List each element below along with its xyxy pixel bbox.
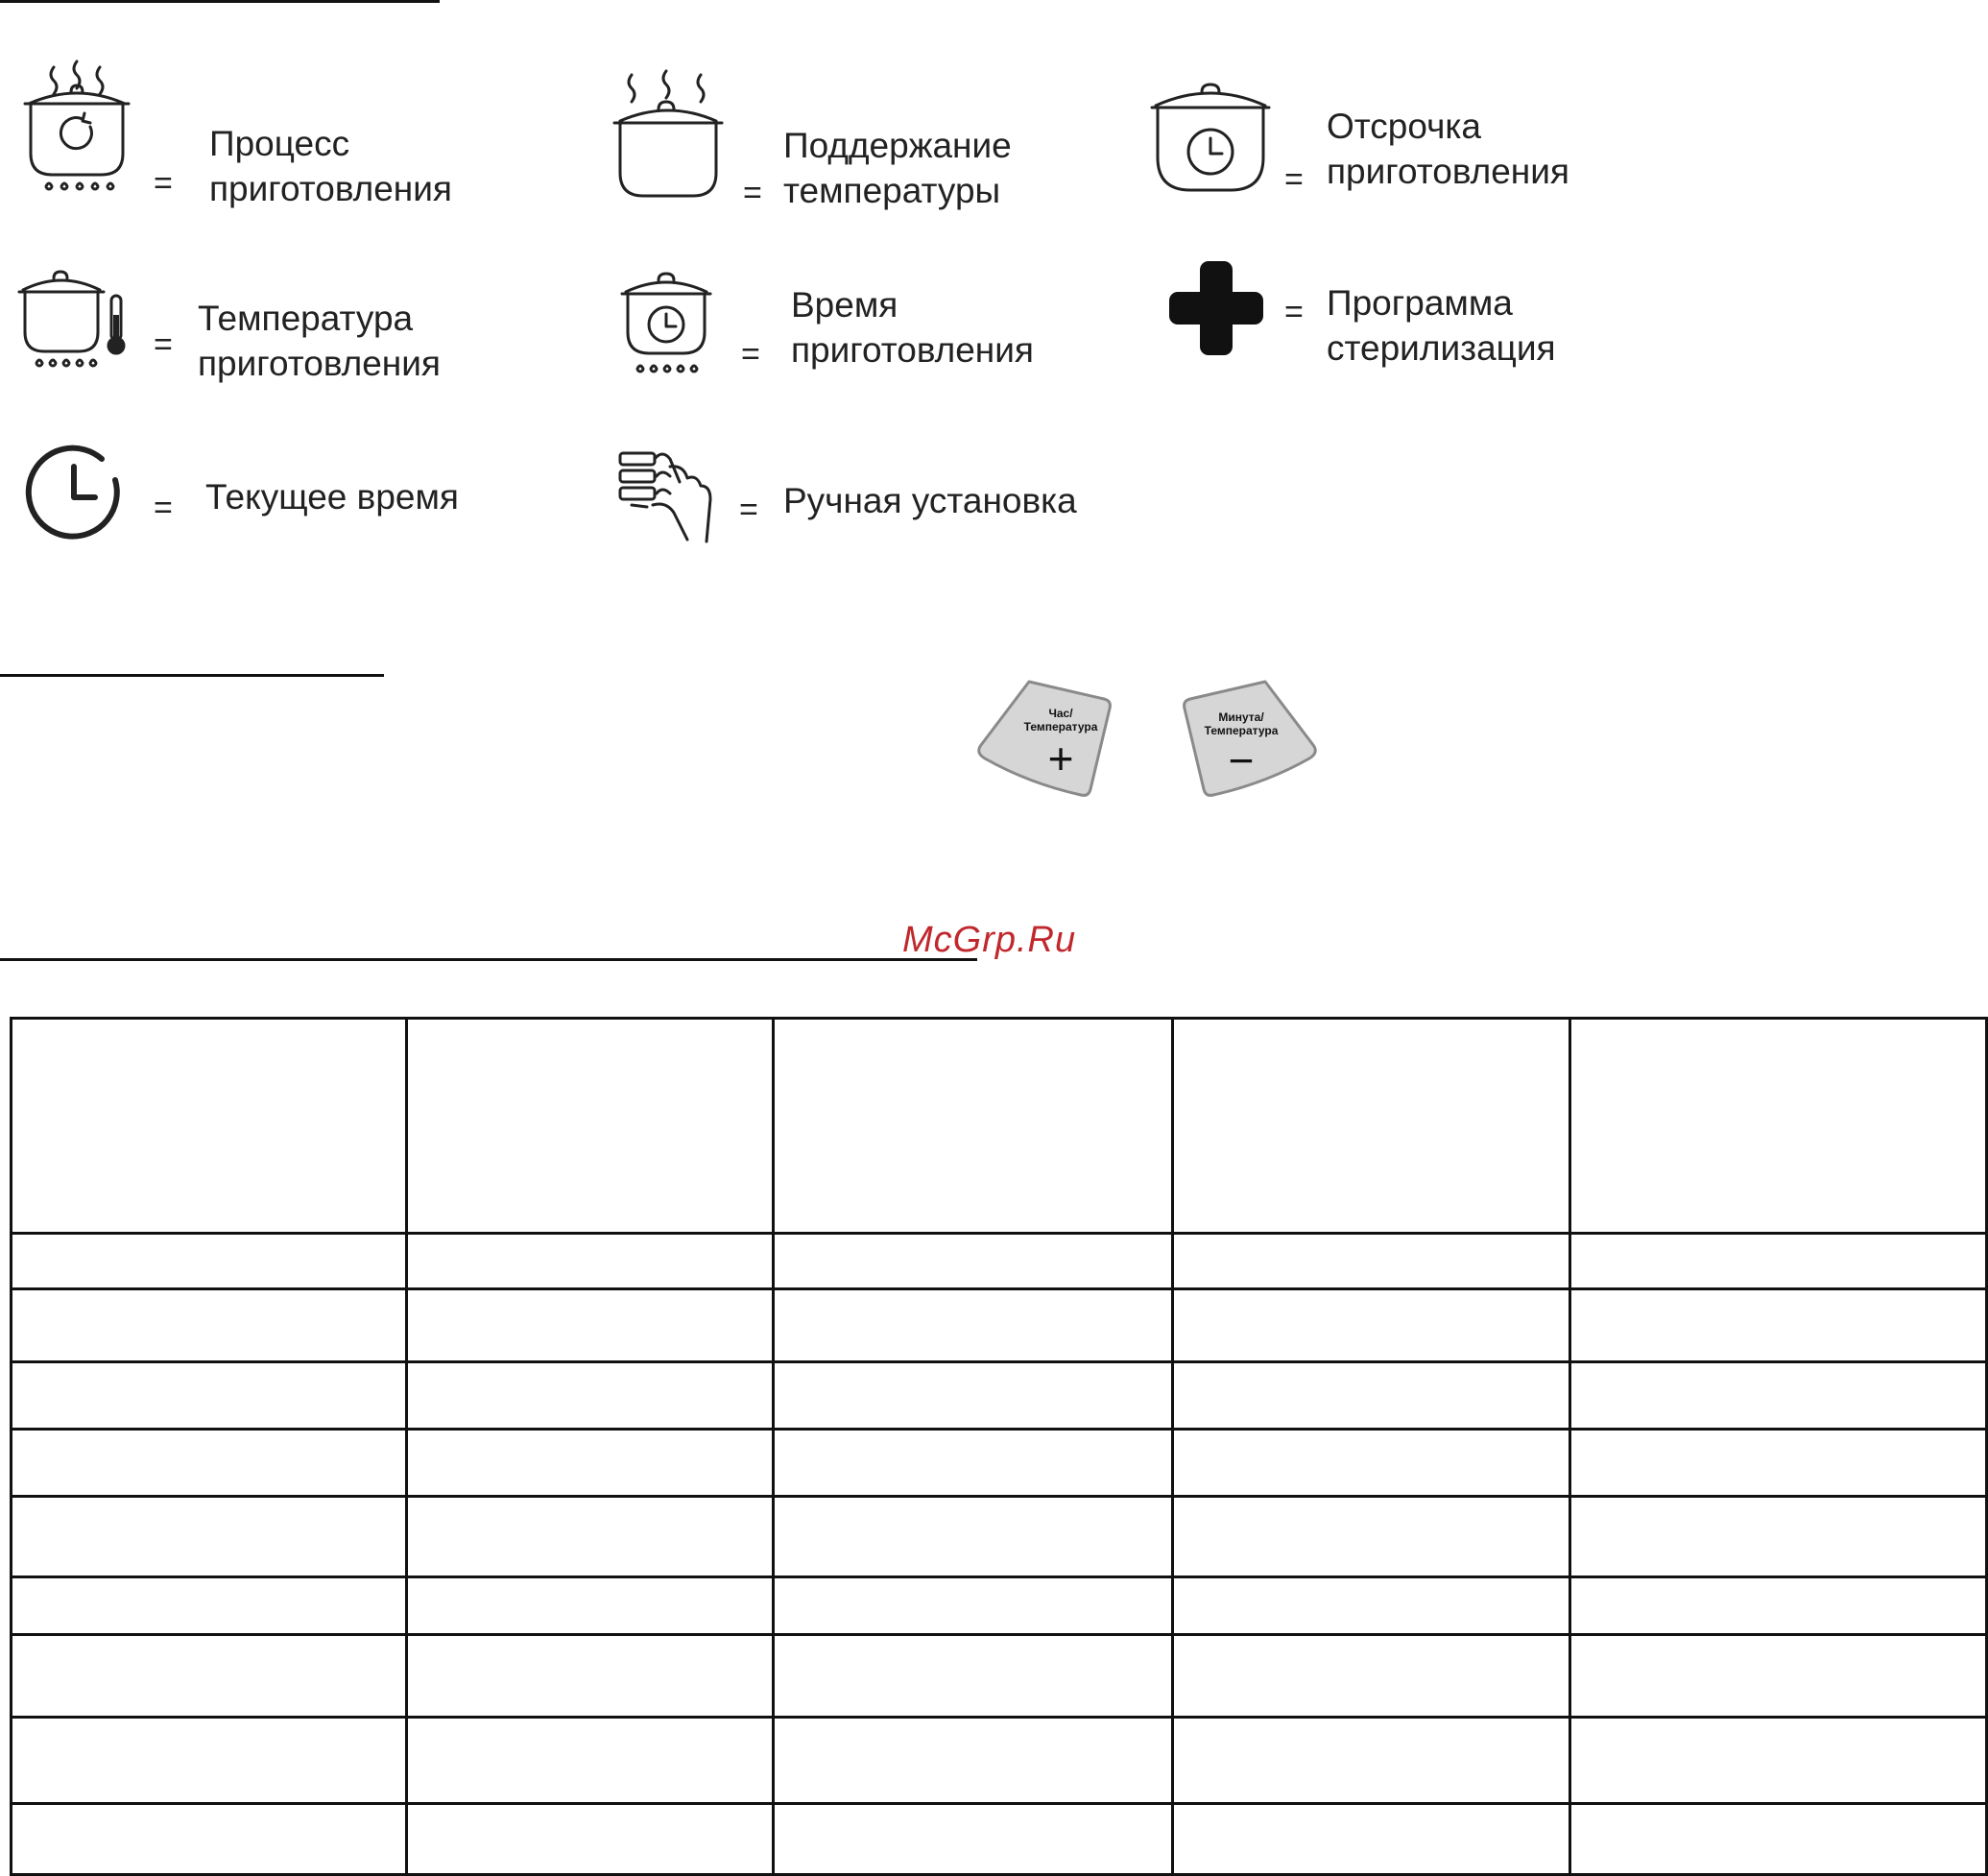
legend-label-cooking-time: Время приготовления [791,285,1034,370]
table-cell [774,1804,1173,1875]
table-cell [407,1635,774,1718]
table-cell [407,1430,774,1497]
table-cell [12,1362,407,1430]
minus-symbol: − [1228,735,1255,785]
table-cell [1570,1635,1987,1718]
table-cell [1570,1718,1987,1804]
table-cell [1173,1577,1570,1635]
table-cell [12,1289,407,1362]
equals-sign: = [1284,161,1304,198]
table-cell [1173,1019,1570,1234]
equals-sign: = [739,492,758,528]
equals-sign: = [154,165,173,202]
section-rule-table [0,958,977,961]
table-row [12,1289,1987,1362]
section-rule-middle [0,674,384,677]
table-cell [1570,1234,1987,1289]
table-cell [12,1635,407,1718]
table-cell [12,1577,407,1635]
steaming-pot-cycle-icon [19,58,134,202]
pot-thermometer-icon [15,267,131,373]
table-cell [407,1577,774,1635]
legend-label-sterilization: Программа стерилизация [1327,283,1556,368]
legend-label-current-time: Текущее время [205,477,459,517]
pot-clock-burner-icon [618,269,714,376]
table-cell [407,1497,774,1577]
legend-label-keep-warm: Поддержание температуры [783,126,1012,210]
equals-sign: = [1284,294,1304,330]
table-cell [407,1019,774,1234]
table-cell [1570,1289,1987,1362]
table-cell [774,1430,1173,1497]
table-cell [12,1804,407,1875]
table-row [12,1804,1987,1875]
legend-label-cooking-process: Процесс приготовления [209,124,452,208]
table-cell [774,1577,1173,1635]
minute-temperature-minus-button[interactable] [1181,678,1325,799]
table-cell [12,1430,407,1497]
table-cell [407,1234,774,1289]
watermark: McGrp.Ru [902,920,1077,960]
hour-temperature-plus-button[interactable] [970,678,1114,799]
table-cell [1570,1430,1987,1497]
legend-label-delay-start: Отсрочка приготовления [1327,107,1569,191]
table-cell [774,1019,1173,1234]
table-cell [407,1362,774,1430]
legend-label-manual-setting: Ручная установка [783,481,1077,520]
hand-press-icon [618,447,714,543]
table-cell [1173,1804,1570,1875]
equals-sign: = [154,490,173,526]
equals-sign: = [743,175,762,211]
table-cell [12,1234,407,1289]
table-cell [774,1635,1173,1718]
table-header-row [12,1019,1987,1234]
table-row [12,1430,1987,1497]
table-cell [407,1804,774,1875]
table-cell [12,1019,407,1234]
section-rule-top [0,0,440,3]
table-cell [1173,1718,1570,1804]
table-cell [407,1718,774,1804]
legend-label-cooking-temperature: Температура приготовления [198,299,441,383]
table-cell [774,1289,1173,1362]
table-cell [1173,1497,1570,1577]
equals-sign: = [741,336,760,373]
minute-temperature-label: Минута/ Температура [1204,710,1279,737]
steaming-pot-icon [611,67,726,206]
table-cell [1570,1019,1987,1234]
table-cell [1173,1635,1570,1718]
table-row [12,1718,1987,1804]
table-cell [1173,1430,1570,1497]
table-row [12,1234,1987,1289]
table-row [12,1362,1987,1430]
table-cell [12,1497,407,1577]
table-row [12,1577,1987,1635]
clock-icon [23,442,125,543]
table-cell [774,1497,1173,1577]
equals-sign: = [154,326,173,363]
cross-icon [1167,259,1265,357]
hour-temperature-label: Час/ Температура [1023,707,1098,734]
program-table [10,1017,1988,1876]
table-cell [774,1362,1173,1430]
table-cell [12,1718,407,1804]
table-cell [1570,1804,1987,1875]
table-cell [1570,1497,1987,1577]
table-cell [1173,1289,1570,1362]
pot-clock-icon [1148,79,1273,199]
table-cell [774,1234,1173,1289]
table-cell [407,1289,774,1362]
table-cell [1570,1577,1987,1635]
table-cell [1173,1234,1570,1289]
table-cell [1570,1362,1987,1430]
table-row [12,1497,1987,1577]
plus-symbol: + [1047,734,1074,783]
table-cell [1173,1362,1570,1430]
table-cell [774,1718,1173,1804]
table-row [12,1635,1987,1718]
